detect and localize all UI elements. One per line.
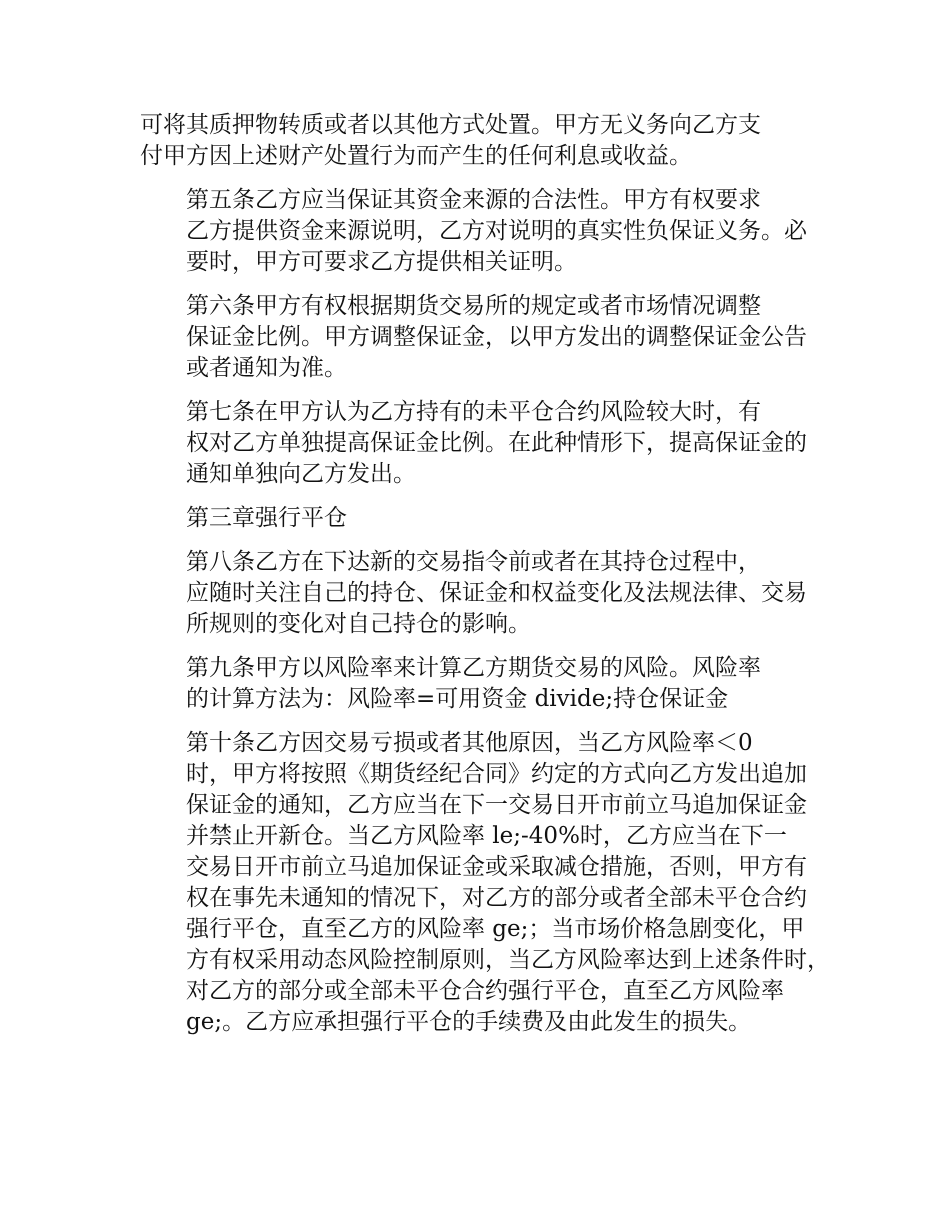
text-line: 或者通知为准。 <box>186 355 347 381</box>
text-line: 第九条甲方以风险率来计算乙方期货交易的风险。风险率 <box>186 655 761 681</box>
document-page <box>140 110 830 1051</box>
paragraph-article-6 <box>140 291 830 384</box>
paragraph-article-5 <box>140 185 830 278</box>
text-line: 应随时关注自己的持仓、保证金和权益变化及法规法律、交易 <box>186 580 807 606</box>
paragraph-article-7 <box>140 397 830 490</box>
text-line: 第八条乙方在下达新的交易指令前或者在其持仓过程中， <box>186 549 761 575</box>
text-line: 强行平仓，直至乙方的风险率 ge;；当市场价格急剧变化，甲 <box>186 916 805 942</box>
text-line: 保证金的通知，乙方应当在下一交易日开市前立马追加保证金 <box>186 792 807 818</box>
text-line: 第三章强行平仓 <box>186 505 347 531</box>
text-line: 第七条在甲方认为乙方持有的未平仓合约风险较大时，有 <box>186 399 761 425</box>
text-line: 权对乙方单独提高保证金比例。在此种情形下，提高保证金的 <box>186 430 807 456</box>
paragraph-article-9 <box>140 653 830 715</box>
text-line: 乙方提供资金来源说明，乙方对说明的真实性负保证义务。必 <box>186 218 807 244</box>
text-line: 保证金比例。甲方调整保证金，以甲方发出的调整保证金公告 <box>186 324 807 350</box>
text-line: 对乙方的部分或全部未平仓合约强行平仓，直至乙方风险率 <box>186 978 784 1004</box>
chapter-heading <box>140 503 830 534</box>
text-line: ge;。乙方应承担强行平仓的手续费及由此发生的损失。 <box>186 1009 752 1035</box>
text-line: 所规则的变化对自己持仓的影响。 <box>186 611 531 637</box>
text-line: 可将其质押物转质或者以其他方式处置。甲方无义务向乙方支 <box>140 112 761 138</box>
text-line: 第六条甲方有权根据期货交易所的规定或者市场情况调整 <box>186 293 761 319</box>
paragraph-continuation <box>140 110 830 172</box>
text-line: 第十条乙方因交易亏损或者其他原因，当乙方风险率＜0 <box>186 730 753 756</box>
text-line: 要时，甲方可要求乙方提供相关证明。 <box>186 249 577 275</box>
text-line: 权在事先未通知的情况下，对乙方的部分或者全部未平仓合约 <box>186 885 807 911</box>
text-line: 第五条乙方应当保证其资金来源的合法性。甲方有权要求 <box>186 187 761 213</box>
text-line: 并禁止开新仓。当乙方风险率 le;-40%时，乙方应当在下一 <box>186 823 787 849</box>
text-line: 的计算方法为：风险率=可用资金 divide;持仓保证金 <box>186 686 729 712</box>
text-line: 付甲方因上述财产处置行为而产生的任何利息或收益。 <box>140 143 692 169</box>
paragraph-article-10 <box>140 728 830 1038</box>
text-line: 时，甲方将按照《期货经纪合同》约定的方式向乙方发出追加 <box>186 761 807 787</box>
text-line: 交易日开市前立马追加保证金或采取减仓措施，否则，甲方有 <box>186 854 807 880</box>
text-line: 方有权采用动态风险控制原则，当乙方风险率达到上述条件时， <box>186 947 830 973</box>
text-line: 通知单独向乙方发出。 <box>186 461 416 487</box>
paragraph-article-8 <box>140 547 830 640</box>
